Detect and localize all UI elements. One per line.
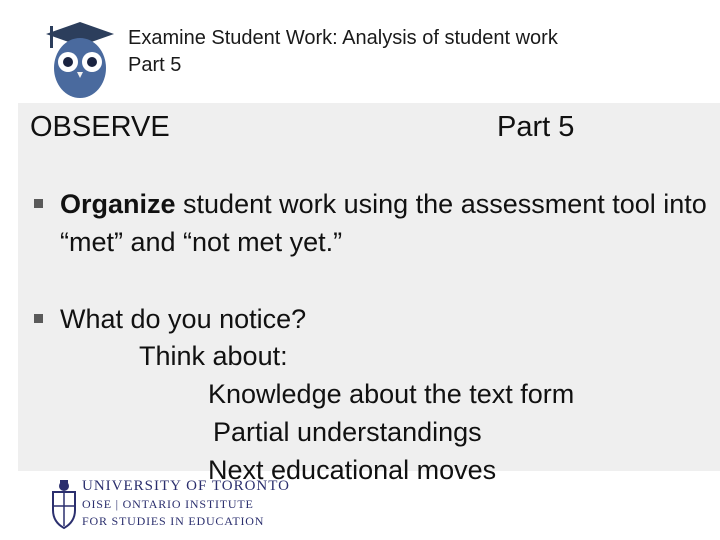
owl-graduation-icon [44, 20, 116, 102]
footer-fse: FOR STUDIES IN EDUCATION [82, 514, 265, 528]
footer-oise: OISE | ONTARIO INSTITUTE [82, 497, 254, 511]
bullet-organize-text [60, 185, 714, 261]
list-item: Knowledge about the text form [208, 379, 575, 409]
bullet-organize-bold: Organize [60, 189, 176, 219]
footer-logo [50, 478, 290, 534]
part-label: Part 5 [497, 111, 575, 143]
bullet-notice [34, 300, 714, 338]
bullet-organize-rest: student work using the assessment tool into “met” and “not met yet.” [60, 189, 707, 257]
bullet-square-icon [34, 199, 43, 208]
list-item: Partial understandings [213, 417, 482, 447]
bullet-square-icon [34, 314, 43, 323]
think-about-label: Think about: [139, 341, 288, 371]
university-crest-icon [50, 478, 78, 530]
list-item: Next educational moves [208, 455, 497, 485]
observe-label: OBSERVE [30, 111, 170, 143]
header-title-line1: Examine Student Work: Analysis of student work [128, 27, 558, 49]
header-title [128, 25, 708, 79]
bullet-notice-text: What do you notice? [60, 304, 307, 334]
header-title-line2: Part 5 [128, 54, 182, 76]
footer-university: UNIVERSITY OF TORONTO [82, 478, 290, 494]
bullet-organize [34, 185, 714, 261]
